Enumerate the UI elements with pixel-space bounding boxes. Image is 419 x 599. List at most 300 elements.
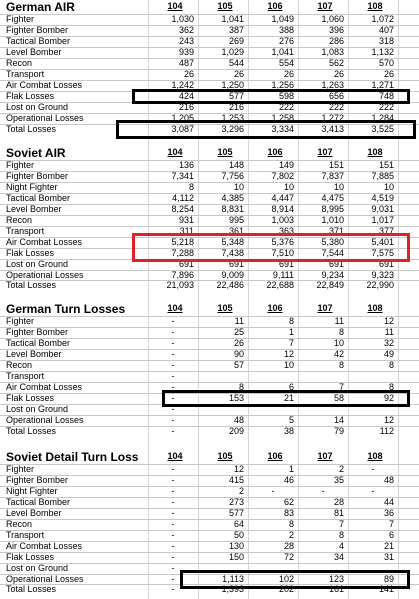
- cell-value[interactable]: 7,341: [171, 170, 194, 181]
- cell-value[interactable]: 50: [233, 529, 244, 540]
- cell-value[interactable]: 7,438: [221, 247, 244, 258]
- cell-value[interactable]: 1,041: [271, 46, 294, 57]
- cell-value[interactable]: 10: [383, 181, 394, 192]
- cell-value[interactable]: 58: [333, 392, 344, 403]
- cell-value[interactable]: 202: [278, 584, 294, 595]
- cell-value[interactable]: 102: [278, 573, 294, 584]
- cell-value[interactable]: 32: [383, 337, 394, 348]
- cell-value[interactable]: 269: [228, 35, 244, 46]
- cell-value[interactable]: 1,250: [221, 79, 244, 90]
- cell-value[interactable]: 222: [328, 101, 344, 112]
- cell-value[interactable]: 216: [228, 101, 244, 112]
- cell-value[interactable]: 311: [179, 225, 194, 236]
- cell-value[interactable]: -: [171, 464, 175, 474]
- cell-value[interactable]: 598: [278, 90, 294, 101]
- cell-value[interactable]: 1,271: [371, 79, 394, 90]
- cell-value[interactable]: -: [371, 464, 375, 474]
- cell-value[interactable]: 11: [334, 316, 344, 326]
- cell-value[interactable]: -: [171, 573, 175, 584]
- cell-value[interactable]: 931: [178, 214, 194, 225]
- cell-value[interactable]: 1,205: [171, 112, 194, 123]
- table-row: [0, 36, 419, 47]
- row-label: Lost on Ground: [6, 101, 69, 112]
- cell-value[interactable]: 7,756: [221, 170, 244, 181]
- table-row: [0, 204, 419, 215]
- cell-value[interactable]: 153: [228, 392, 244, 403]
- row-label: Transport: [6, 225, 45, 236]
- table-row: [0, 316, 419, 327]
- column-header: 108: [367, 1, 383, 11]
- cell-value[interactable]: 34: [333, 551, 344, 562]
- cell-value[interactable]: -: [171, 326, 175, 337]
- row-label: Level Bomber: [6, 348, 62, 359]
- table-row: [0, 519, 419, 530]
- cell-value[interactable]: 1,049: [271, 14, 294, 24]
- table-row: [0, 426, 419, 437]
- cell-value[interactable]: 12: [383, 414, 394, 425]
- row-label: Flak Losses: [6, 247, 55, 258]
- cell-value[interactable]: 9,031: [371, 203, 394, 214]
- cell-value[interactable]: 161: [328, 584, 344, 595]
- cell-value[interactable]: 130: [228, 540, 244, 551]
- cell-value[interactable]: 577: [228, 507, 244, 518]
- cell-value[interactable]: 691: [328, 258, 344, 269]
- cell-value[interactable]: 1,284: [371, 112, 394, 123]
- cell-value[interactable]: 26: [233, 68, 244, 79]
- table-row: [0, 14, 419, 25]
- cell-value[interactable]: 151: [328, 160, 344, 170]
- cell-value[interactable]: 1,258: [271, 112, 294, 123]
- cell-value[interactable]: 149: [278, 160, 294, 170]
- cell-value[interactable]: -: [171, 496, 175, 507]
- row-label: Total Losses: [6, 584, 57, 595]
- cell-value[interactable]: -: [171, 584, 175, 595]
- cell-value[interactable]: 7,510: [271, 247, 294, 258]
- row-label: Tactical Bomber: [6, 192, 71, 203]
- cell-value[interactable]: 6: [388, 529, 394, 540]
- cell-value[interactable]: 42: [333, 348, 344, 359]
- cell-value[interactable]: 7: [388, 518, 394, 529]
- cell-value[interactable]: 150: [228, 551, 244, 562]
- cell-value[interactable]: 1,253: [221, 112, 244, 123]
- row-label: Level Bomber: [6, 203, 62, 214]
- cell-value[interactable]: 26: [383, 68, 394, 79]
- cell-value[interactable]: 656: [328, 90, 344, 101]
- cell-value[interactable]: 25: [233, 326, 244, 337]
- row-label: Transport: [6, 68, 45, 79]
- cell-value[interactable]: 26: [233, 337, 244, 348]
- cell-value[interactable]: 1,263: [321, 79, 344, 90]
- cell-value[interactable]: 273: [228, 496, 244, 507]
- cell-value[interactable]: 5,380: [321, 236, 344, 247]
- table-row: [0, 47, 419, 58]
- row-label: Tactical Bomber: [6, 496, 71, 507]
- cell-value[interactable]: -: [171, 518, 175, 529]
- cell-value[interactable]: 7: [288, 337, 294, 348]
- row-label: Night Fighter: [6, 181, 58, 192]
- cell-value[interactable]: 8,914: [271, 203, 294, 214]
- column-header: 106: [267, 303, 283, 313]
- cell-value[interactable]: 136: [178, 160, 194, 170]
- cell-value[interactable]: 7,544: [321, 247, 344, 258]
- cell-value[interactable]: 83: [283, 507, 294, 518]
- cell-value[interactable]: 10: [333, 181, 344, 192]
- cell-value[interactable]: -: [171, 337, 175, 348]
- cell-value[interactable]: 1,017: [371, 214, 394, 225]
- cell-value[interactable]: 31: [383, 551, 394, 562]
- table-row: [0, 360, 419, 371]
- cell-value[interactable]: 4,112: [172, 192, 194, 203]
- cell-value[interactable]: 7,575: [371, 247, 394, 258]
- row-label: Total Losses: [6, 123, 57, 134]
- cell-value[interactable]: 5,218: [171, 236, 194, 247]
- cell-value[interactable]: 424: [178, 90, 194, 101]
- cell-value[interactable]: 3,525: [371, 123, 394, 134]
- cell-value[interactable]: 112: [379, 425, 394, 436]
- cell-value[interactable]: -: [171, 485, 175, 496]
- cell-value[interactable]: 141: [378, 584, 394, 595]
- cell-value[interactable]: -: [321, 485, 325, 496]
- cell-value[interactable]: 28: [333, 496, 344, 507]
- cell-value[interactable]: 4,519: [371, 192, 394, 203]
- column-header: 107: [317, 147, 333, 157]
- cell-value[interactable]: 22,990: [366, 280, 394, 291]
- cell-value[interactable]: 92: [383, 392, 394, 403]
- table-row: [0, 371, 419, 382]
- cell-value[interactable]: 10: [283, 359, 294, 370]
- cell-value[interactable]: 407: [378, 24, 394, 35]
- cell-value[interactable]: 8: [238, 381, 244, 392]
- cell-value[interactable]: 691: [278, 258, 294, 269]
- cell-value[interactable]: 36: [383, 507, 394, 518]
- table-row: [0, 393, 419, 404]
- table-row: [0, 584, 419, 595]
- cell-value[interactable]: 7: [338, 518, 344, 529]
- cell-value[interactable]: 72: [283, 551, 294, 562]
- column-header: 107: [317, 451, 333, 461]
- cell-value[interactable]: 49: [383, 348, 394, 359]
- cell-value[interactable]: 9,234: [321, 269, 344, 280]
- cell-value[interactable]: 48: [233, 414, 244, 425]
- cell-value[interactable]: 1,060: [321, 14, 344, 24]
- cell-value[interactable]: 1: [288, 326, 294, 337]
- cell-value[interactable]: 79: [333, 425, 344, 436]
- cell-value[interactable]: 1: [288, 464, 294, 474]
- cell-value[interactable]: 1,256: [271, 79, 294, 90]
- row-label: Air Combat Losses: [6, 79, 83, 90]
- cell-value[interactable]: 8: [288, 518, 294, 529]
- row-label: Fighter: [6, 316, 35, 326]
- cell-value[interactable]: 1,132: [371, 46, 394, 57]
- cell-value[interactable]: 1,272: [321, 112, 344, 123]
- cell-value[interactable]: -: [171, 348, 175, 359]
- table-row: [0, 415, 419, 426]
- cell-value[interactable]: 90: [233, 348, 244, 359]
- cell-value[interactable]: 5,376: [271, 236, 294, 247]
- cell-value[interactable]: 10: [233, 181, 244, 192]
- cell-value[interactable]: 1,072: [371, 14, 394, 24]
- cell-value[interactable]: 7,896: [171, 269, 194, 280]
- cell-value[interactable]: 995: [228, 214, 244, 225]
- cell-value[interactable]: 4,475: [321, 192, 344, 203]
- cell-value[interactable]: 1,113: [222, 573, 244, 584]
- column-header: 108: [367, 303, 383, 313]
- table-row: [0, 349, 419, 360]
- cell-value[interactable]: 151: [378, 160, 394, 170]
- cell-value[interactable]: -: [271, 485, 275, 496]
- cell-value[interactable]: 7,885: [371, 170, 394, 181]
- cell-value[interactable]: 9,111: [272, 269, 294, 280]
- cell-value[interactable]: 1,242: [171, 79, 194, 90]
- table-row: [0, 102, 419, 113]
- row-label: Operational Losses: [6, 269, 84, 280]
- row-label: Lost on Ground: [6, 258, 69, 269]
- table-row: [0, 124, 419, 135]
- cell-value[interactable]: 1,030: [171, 14, 194, 24]
- row-label: Lost on Ground: [6, 403, 69, 414]
- row-label: Air Combat Losses: [6, 540, 83, 551]
- row-label: Transport: [6, 529, 45, 540]
- cell-value[interactable]: 8: [288, 316, 294, 326]
- column-header: 104: [167, 1, 183, 11]
- cell-value[interactable]: -: [171, 529, 175, 540]
- cell-value[interactable]: 4,447: [271, 192, 294, 203]
- cell-value[interactable]: 7: [338, 381, 344, 392]
- cell-value[interactable]: 361: [228, 225, 244, 236]
- cell-value[interactable]: 2: [288, 529, 294, 540]
- table-row: [0, 193, 419, 204]
- cell-value[interactable]: 691: [228, 258, 244, 269]
- cell-value[interactable]: -: [171, 425, 175, 436]
- cell-value[interactable]: 8: [338, 529, 344, 540]
- column-header: 105: [217, 1, 233, 11]
- cell-value[interactable]: 12: [383, 316, 394, 326]
- section-title: German Turn Losses: [6, 302, 126, 316]
- table-row: [0, 497, 419, 508]
- row-label: Fighter: [6, 14, 35, 24]
- table-row: [0, 237, 419, 248]
- cell-value[interactable]: 8,831: [221, 203, 244, 214]
- cell-value[interactable]: 554: [278, 57, 294, 68]
- cell-value[interactable]: 8,995: [321, 203, 344, 214]
- cell-value[interactable]: 5,401: [371, 236, 394, 247]
- cell-value[interactable]: -: [171, 551, 175, 562]
- cell-value[interactable]: 22,486: [216, 280, 244, 291]
- cell-value[interactable]: 4,385: [221, 192, 244, 203]
- cell-value[interactable]: -: [171, 540, 175, 551]
- cell-value[interactable]: 544: [228, 57, 244, 68]
- cell-value[interactable]: 10: [333, 337, 344, 348]
- cell-value[interactable]: -: [171, 392, 175, 403]
- column-header: 105: [217, 451, 233, 461]
- cell-value[interactable]: 5: [288, 414, 294, 425]
- cell-value[interactable]: 363: [278, 225, 294, 236]
- cell-value[interactable]: 4: [338, 540, 344, 551]
- cell-value[interactable]: 21,093: [166, 280, 194, 291]
- cell-value[interactable]: 26: [283, 68, 294, 79]
- cell-value[interactable]: 2: [238, 485, 244, 496]
- table-row: [0, 574, 419, 585]
- cell-value[interactable]: 8: [338, 359, 344, 370]
- cell-value[interactable]: 1,003: [271, 214, 294, 225]
- column-header: 106: [267, 1, 283, 11]
- cell-value[interactable]: 11: [234, 316, 244, 326]
- row-label: Air Combat Losses: [6, 236, 83, 247]
- column-header: 104: [167, 451, 183, 461]
- column-header: 104: [167, 147, 183, 157]
- cell-value[interactable]: 748: [378, 90, 394, 101]
- cell-value[interactable]: 1,083: [321, 46, 344, 57]
- column-header: 105: [217, 147, 233, 157]
- column-header: 107: [317, 303, 333, 313]
- cell-value[interactable]: 216: [178, 101, 194, 112]
- table-row: [0, 563, 419, 574]
- cell-value[interactable]: 1,029: [221, 46, 244, 57]
- cell-value[interactable]: 62: [283, 496, 294, 507]
- cell-value[interactable]: 318: [378, 35, 394, 46]
- cell-value[interactable]: 691: [378, 258, 394, 269]
- cell-value[interactable]: 362: [178, 24, 194, 35]
- row-label: Total Losses: [6, 280, 57, 291]
- cell-value[interactable]: 81: [333, 507, 344, 518]
- cell-value[interactable]: 12: [283, 348, 294, 359]
- row-label: Recon: [6, 214, 33, 225]
- cell-value[interactable]: 7,837: [321, 170, 344, 181]
- cell-value[interactable]: 415: [228, 474, 244, 485]
- cell-value[interactable]: 22,688: [266, 280, 294, 291]
- cell-value[interactable]: -: [171, 403, 175, 414]
- cell-value[interactable]: -: [171, 507, 175, 518]
- cell-value[interactable]: 35: [333, 474, 344, 485]
- cell-value[interactable]: 3,334: [271, 123, 294, 134]
- cell-value[interactable]: -: [171, 359, 175, 370]
- cell-value[interactable]: 243: [178, 35, 194, 46]
- cell-value[interactable]: 276: [278, 35, 294, 46]
- cell-value[interactable]: 286: [328, 35, 344, 46]
- cell-value[interactable]: 1,010: [321, 214, 344, 225]
- cell-value[interactable]: -: [171, 370, 175, 381]
- cell-value[interactable]: 22,849: [316, 280, 344, 291]
- table-row: [0, 215, 419, 226]
- cell-value[interactable]: 57: [233, 359, 244, 370]
- cell-value[interactable]: 26: [183, 68, 194, 79]
- cell-value[interactable]: 46: [283, 474, 294, 485]
- table-row: [0, 259, 419, 270]
- cell-value[interactable]: 6: [288, 381, 294, 392]
- cell-value[interactable]: 9,009: [221, 269, 244, 280]
- cell-value[interactable]: 3,087: [171, 123, 194, 134]
- cell-value[interactable]: 28: [283, 540, 294, 551]
- cell-value[interactable]: 222: [278, 101, 294, 112]
- cell-value[interactable]: 570: [378, 57, 394, 68]
- cell-value[interactable]: 21: [383, 540, 394, 551]
- cell-value[interactable]: 209: [228, 425, 244, 436]
- cell-value[interactable]: 8: [388, 381, 394, 392]
- cell-value[interactable]: 38: [283, 425, 294, 436]
- cell-value[interactable]: 2: [338, 464, 344, 474]
- table-row: [0, 508, 419, 519]
- cell-value[interactable]: 371: [328, 225, 344, 236]
- cell-value[interactable]: 14: [333, 414, 344, 425]
- table-row: [0, 338, 419, 349]
- cell-value[interactable]: 7,288: [171, 247, 194, 258]
- cell-value[interactable]: 8: [338, 326, 344, 337]
- row-label: Fighter Bomber: [6, 170, 69, 181]
- column-header: 108: [367, 147, 383, 157]
- cell-value[interactable]: 5,348: [221, 236, 244, 247]
- cell-value[interactable]: 12: [233, 464, 244, 474]
- cell-value[interactable]: -: [171, 414, 175, 425]
- row-label: Recon: [6, 359, 33, 370]
- cell-value[interactable]: 148: [228, 160, 244, 170]
- table-row: [0, 382, 419, 393]
- cell-value[interactable]: -: [171, 562, 175, 573]
- table-row: [0, 270, 419, 281]
- cell-value[interactable]: 388: [278, 24, 294, 35]
- cell-value[interactable]: 123: [328, 573, 344, 584]
- cell-value[interactable]: 8: [188, 181, 194, 192]
- table-row: [0, 486, 419, 497]
- row-label: Night Fighter: [6, 485, 58, 496]
- cell-value[interactable]: 9,323: [371, 269, 394, 280]
- cell-value[interactable]: 377: [378, 225, 394, 236]
- cell-value[interactable]: 562: [328, 57, 344, 68]
- row-label: Fighter: [6, 160, 35, 170]
- row-label: Fighter Bomber: [6, 326, 69, 337]
- cell-value[interactable]: 939: [178, 46, 194, 57]
- cell-value[interactable]: -: [371, 485, 375, 496]
- cell-value[interactable]: 11: [384, 326, 394, 337]
- row-label: Fighter Bomber: [6, 474, 69, 485]
- cell-value[interactable]: 8: [388, 359, 394, 370]
- cell-value[interactable]: 3,413: [321, 123, 344, 134]
- cell-value[interactable]: 387: [228, 24, 244, 35]
- cell-value[interactable]: -: [171, 381, 175, 392]
- row-label: Operational Losses: [6, 414, 84, 425]
- table-row: [0, 248, 419, 259]
- cell-value[interactable]: 577: [228, 90, 244, 101]
- cell-value[interactable]: 691: [178, 258, 194, 269]
- cell-value[interactable]: 89: [383, 573, 394, 584]
- table-row: [0, 182, 419, 193]
- cell-value[interactable]: 10: [283, 181, 294, 192]
- cell-value[interactable]: 1,393: [221, 584, 244, 595]
- column-header: 104: [167, 303, 183, 313]
- table-row: [0, 327, 419, 338]
- table-row: [0, 464, 419, 475]
- table-row: [0, 113, 419, 124]
- column-header: 108: [367, 451, 383, 461]
- cell-value[interactable]: 48: [383, 474, 394, 485]
- table-row: [0, 25, 419, 36]
- cell-value[interactable]: -: [171, 474, 175, 485]
- cell-value[interactable]: 64: [233, 518, 244, 529]
- cell-value[interactable]: 396: [328, 24, 344, 35]
- cell-value[interactable]: 487: [178, 57, 194, 68]
- cell-value[interactable]: 21: [283, 392, 294, 403]
- cell-value[interactable]: 222: [378, 101, 394, 112]
- table-row: [0, 91, 419, 102]
- cell-value[interactable]: 7,802: [271, 170, 294, 181]
- table-row: [0, 171, 419, 182]
- cell-value[interactable]: -: [171, 316, 175, 326]
- cell-value[interactable]: 3,296: [221, 123, 244, 134]
- cell-value[interactable]: 8,254: [171, 203, 194, 214]
- cell-value[interactable]: 44: [383, 496, 394, 507]
- cell-value[interactable]: 26: [333, 68, 344, 79]
- column-header: 106: [267, 147, 283, 157]
- cell-value[interactable]: 1,041: [221, 14, 244, 24]
